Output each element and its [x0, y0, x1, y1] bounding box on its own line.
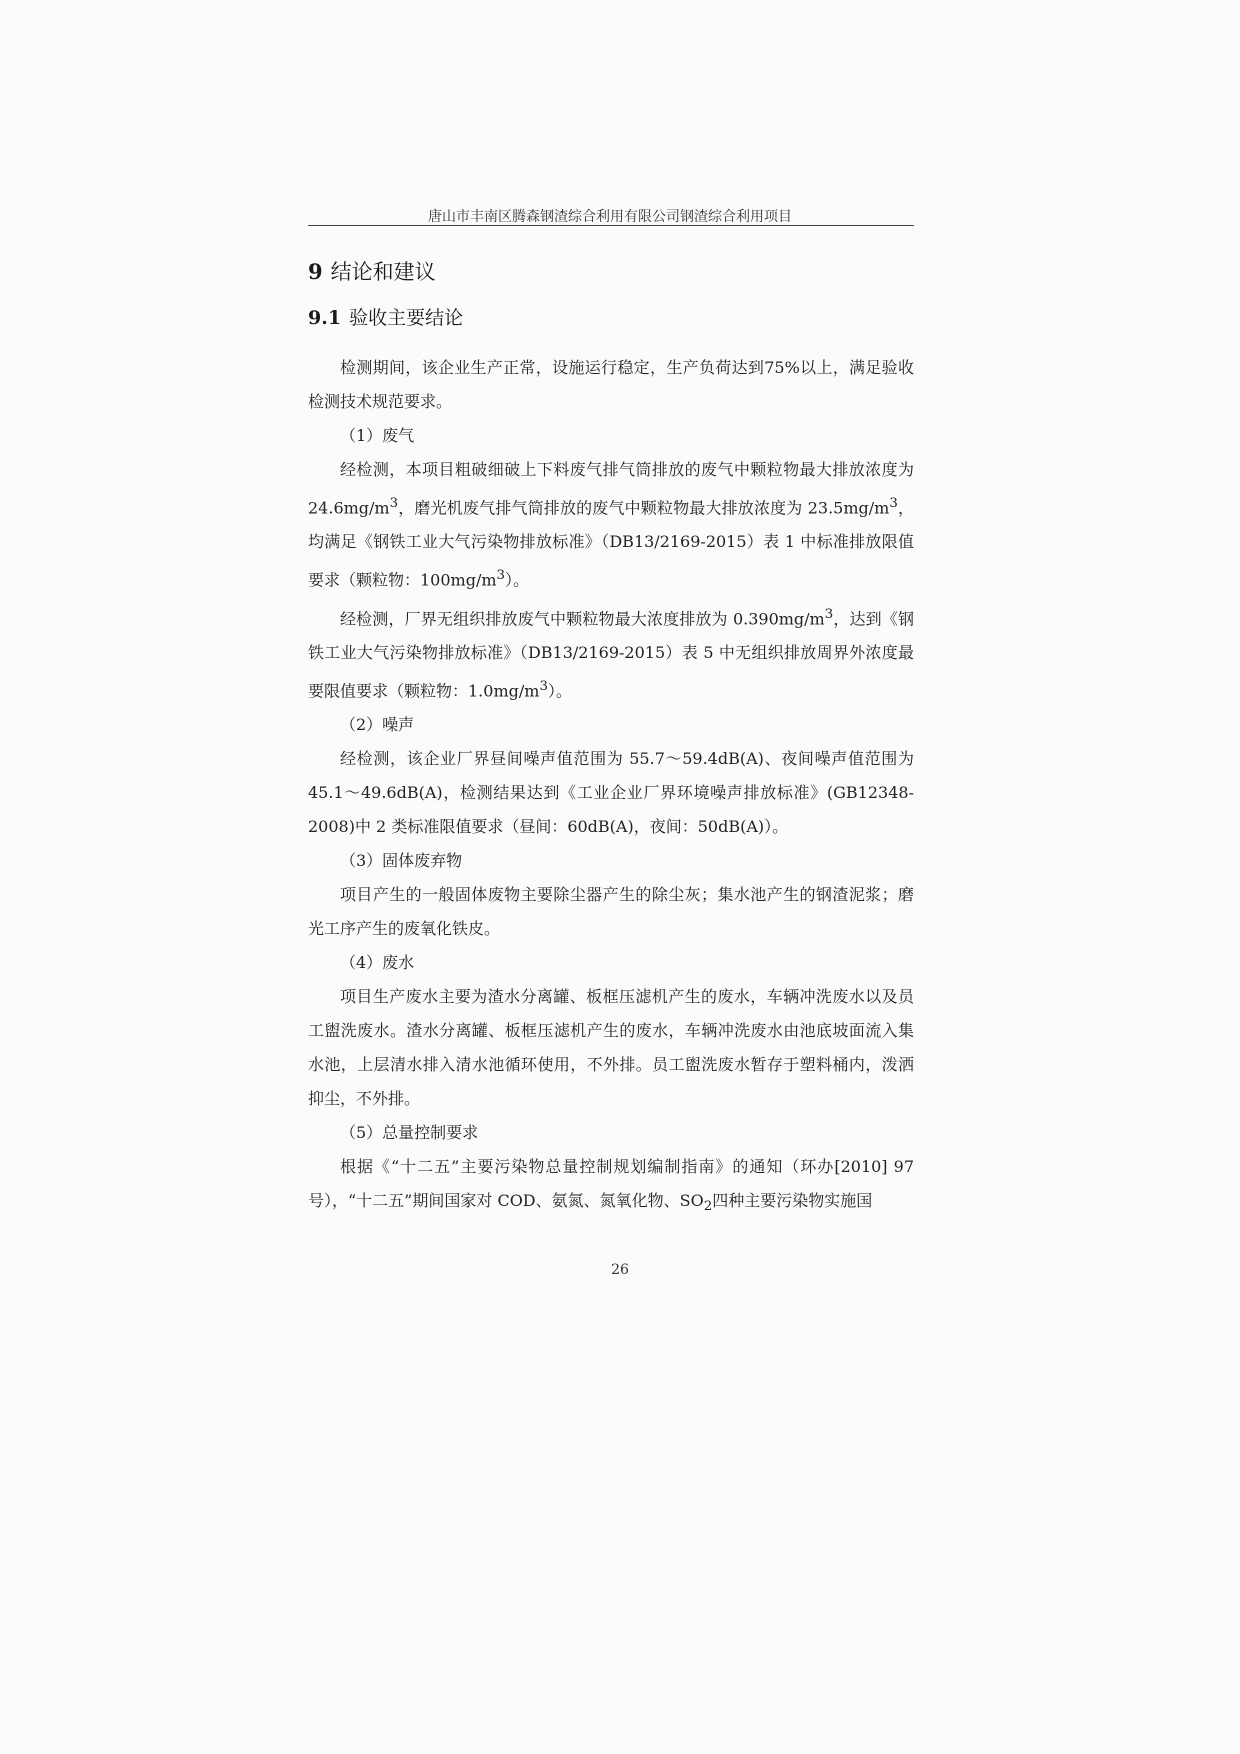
item-heading-waste-water: （4）废水 [340, 953, 415, 973]
section-heading [308, 256, 436, 286]
header-rule [308, 225, 914, 226]
body-text [308, 351, 914, 1225]
paragraph-noise: 经检测，该企业厂界昼间噪声值范围为 55.7～59.4dB(A)、夜间噪声值范围为 45.1～49.6dB(A)，检测结果达到《工业企业厂界环境噪声排放标准》(GB12348-2008)中 2 类标准限值要求（昼间：60dB(A)，夜间：50dB(A)）。 [308, 749, 914, 837]
section-title: 结论和建议 [330, 260, 436, 284]
subsection-title: 验收主要结论 [349, 307, 464, 329]
paragraph-waste-gas-stack: 经检测，本项目粗破细破上下料废气排气筒排放的废气中颗粒物最大排放浓度为 $24.6mg/m^3$，磨光机废气排气筒排放的废气中颗粒物最大排放浓度为 $23.5mg/m^3$，均满足《钢铁工业大气污染物排放标准》（DB13/2169-2015）表 1 中标准排放限值要求（颗粒物：$100mg/m^3$）。 [308, 460, 914, 590]
page-number: 26 [611, 1262, 629, 1278]
item-heading-noise: （2）噪声 [340, 715, 415, 735]
paragraph-solid-waste: 项目产生的一般固体废物主要除尘器产生的除尘灰；集水池产生的钢渣泥浆；磨光工序产生的废氧化铁皮。 [308, 885, 914, 939]
paragraph-waste-water: 项目生产废水主要为渣水分离罐、板框压滤机产生的废水，车辆冲洗废水以及员工盥洗废水。渣水分离罐、板框压滤机产生的废水，车辆冲洗废水由池底坡面流入集水池，上层清水排入清水池循环使用，不外排。员工盥洗废水暂存于塑料桶内，泼洒抑尘，不外排。 [308, 987, 914, 1109]
paragraph-waste-gas-fugitive: 经检测，厂界无组织排放废气中颗粒物最大浓度排放为 $0.390mg/m^3$，达到《钢铁工业大气污染物排放标准》（DB13/2169-2015）表 5 中无组织排放周界外浓度最要限值要求（颗粒物：$1.0mg/m^3$）。 [308, 606, 914, 701]
subsection-heading [308, 303, 463, 330]
subsection-number: 9.1 [308, 307, 342, 329]
paragraph-load-conditions: 检测期间，该企业生产正常，设施运行稳定，生产负荷达到75%以上，满足验收检测技术规范要求。 [308, 358, 914, 411]
item-heading-solid-waste: （3）固体废弃物 [340, 851, 463, 871]
item-heading-total-control: （5）总量控制要求 [340, 1123, 479, 1143]
section-number: 9 [308, 259, 323, 284]
paragraph-total-control: 根据《“十二五”主要污染物总量控制规划编制指南》的通知（环办[2010] 97号），“十二五”期间国家对 COD、氨氮、氮氧化物、$SO_2$四种主要污染物实施国 [308, 1157, 914, 1215]
item-heading-waste-gas: （1）废气 [340, 426, 415, 445]
running-header: 唐山市丰南区腾森钢渣综合利用有限公司钢渣综合利用项目 [428, 209, 792, 225]
